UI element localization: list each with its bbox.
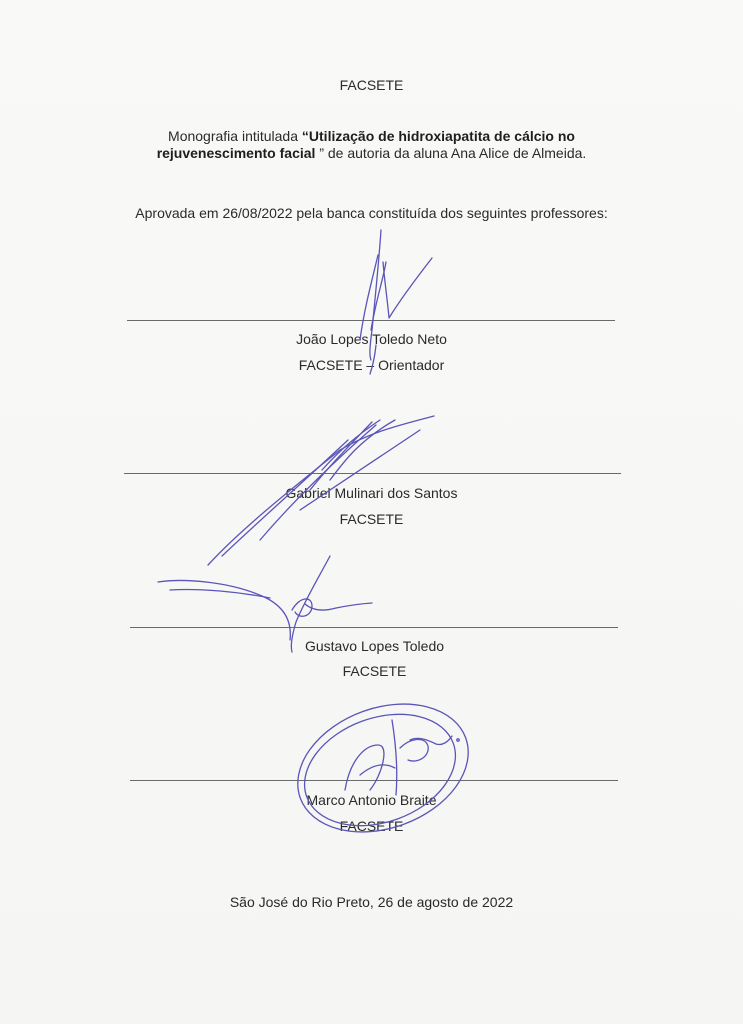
statement-title-line-2: rejuvenescimento facial xyxy=(156,145,316,161)
statement-line-1 xyxy=(0,128,743,145)
approval-statement: Aprovada em 26/08/2022 pela banca constituída dos seguintes professores: xyxy=(135,205,608,221)
member-2-role: FACSETE xyxy=(339,511,404,527)
signature-1-image xyxy=(360,230,432,374)
member-1-role: FACSETE – Orientador xyxy=(298,357,445,373)
member-4-role: FACSETE xyxy=(339,818,404,834)
member-3-role: FACSETE xyxy=(342,663,407,679)
signature-line-3 xyxy=(130,627,618,628)
statement-line-2 xyxy=(0,145,743,162)
statement-suffix: ” de autoria da aluna Ana Alice de Almeida. xyxy=(315,145,587,161)
member-2-name: Gabriel Mulinari dos Santos xyxy=(285,485,458,501)
place-and-date: São José do Rio Preto, 26 de agosto de 2022 xyxy=(229,894,514,910)
signature-line-4 xyxy=(130,780,618,781)
member-1-name: João Lopes Toledo Neto xyxy=(296,331,447,347)
statement-prefix: Monografia intitulada xyxy=(168,128,302,144)
statement-title-line-1: “Utilização de hidroxiapatita de cálcio no xyxy=(301,128,575,144)
institution-header: FACSETE xyxy=(339,77,404,93)
signature-line-2 xyxy=(124,473,621,474)
signature-line-1 xyxy=(127,320,615,321)
member-3-name: Gustavo Lopes Toledo xyxy=(304,638,445,654)
member-4-name: Marco Antonio Braite xyxy=(306,792,437,808)
